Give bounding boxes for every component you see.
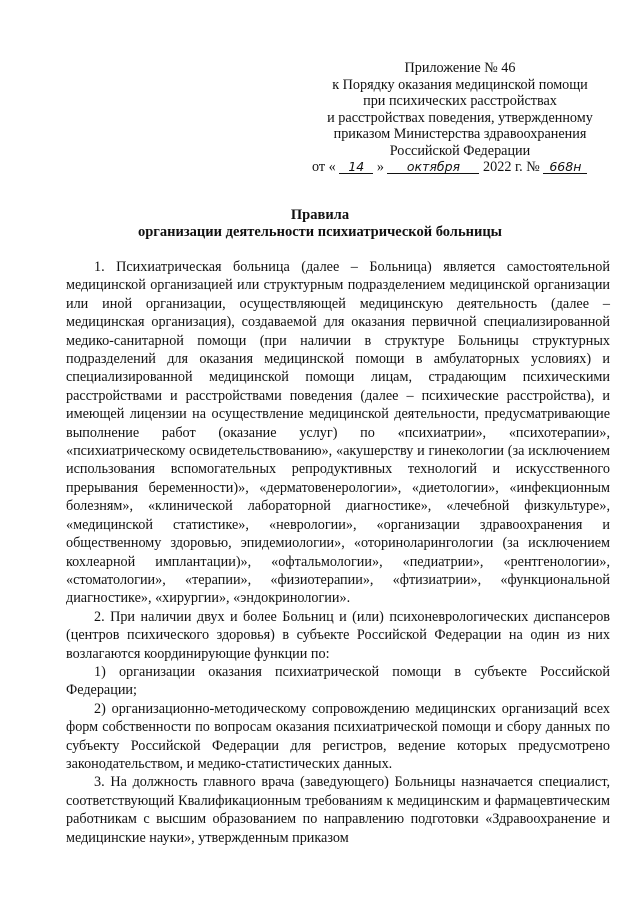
handwritten-day: 14 [339, 160, 373, 174]
header-line: и расстройствах поведения, утвержденному [327, 109, 593, 126]
header-line: при психических расстройствах [363, 93, 557, 109]
title-line-2: организации деятельности психиатрической больницы [137, 224, 502, 240]
paragraph: 2. При наличии двух и более Больниц и (или) психоневрологических диспансеров (центров психического здоровья) в субъекте Российской Федерации на один из них возлагаются координирующие функции по: [66, 608, 610, 662]
handwritten-number: 668н [543, 160, 587, 174]
document-title [0, 207, 640, 241]
appendix-header [300, 60, 620, 176]
paragraph: 3. На должность главного врача (заведующего) Больницы назначается специалист, соответствующий Квалификационным требованиям к медицинским и фармацевтическим работникам с высшим образованием по направлению подготовки «Здравоохранение и медицинские науки», утвержденным приказом [66, 774, 610, 846]
header-line: Российской Федерации [389, 142, 531, 159]
handwritten-month: октября [387, 160, 479, 174]
title-line-1: Правила [290, 207, 350, 223]
header-line: приказом Министерства здравоохранения [333, 126, 587, 142]
header-line: Приложение № 46 [404, 60, 516, 76]
header-line: к Порядку оказания медицинской помощи [332, 76, 588, 93]
date-prefix: от « [312, 159, 336, 175]
year-text: 2022 г. № [483, 159, 540, 175]
paragraph: 1) организации оказания психиатрической помощи в субъекте Российской Федерации; [66, 663, 610, 699]
document-body [66, 258, 610, 847]
paragraph: 1. Психиатрическая больница (далее – Больница) является самостоятельной медицинской организацией или структурным подразделением медицинской организации или иной организации, осуществляющей медицинскую деятельность (далее – медицинская организация), создаваемой для оказания первичной специализированной медико-санитарной помощи (при наличии в структуре Больницы структурных подразделений для оказания медицинской помощи в амбулаторных условиях) и специализированной медицинской помощи лицам, страдающим психическими расстройствами и расстройствами поведения (далее – психические расстройства), и имеющей лицензии на осуществление медицинской деятельности, предусматривающие выполнение работ (оказание услуг) по «психиатрии», «психотерапии», «психиатрическому освидетельствованию», «акушерству и гинекологии (за исключением использования вспомогательных репродуктивных технологий и искусственного прерывания беременности)», «дерматовенерологии», «диетологии», «инфекционным болезням», «клинической лабораторной диагностике», «лечебной физкультуре», «медицинской статистике», «неврологии», «организации здравоохранения и общественному здоровью, эпидемиологии», «оториноларингологии (за исключением кохлеарной имплантации)», «офтальмологии», «педиатрии», «рентгенологии», «стоматологии», «терапии», «физиотерапии», «фтизиатрии», «функциональной диагностике», «хирургии», «эндокринологии». [66, 259, 610, 607]
paragraph: 2) организационно-методическому сопровождению медицинских организаций всех форм собственности по вопросам оказания психиатрической помощи и сбору данных по субъекту Российской Федерации для регистров, ведение которых предусмотрено законодательством, и медико-статистических данных. [66, 700, 610, 772]
date-mid: » [376, 159, 384, 175]
order-date-line [300, 159, 620, 176]
